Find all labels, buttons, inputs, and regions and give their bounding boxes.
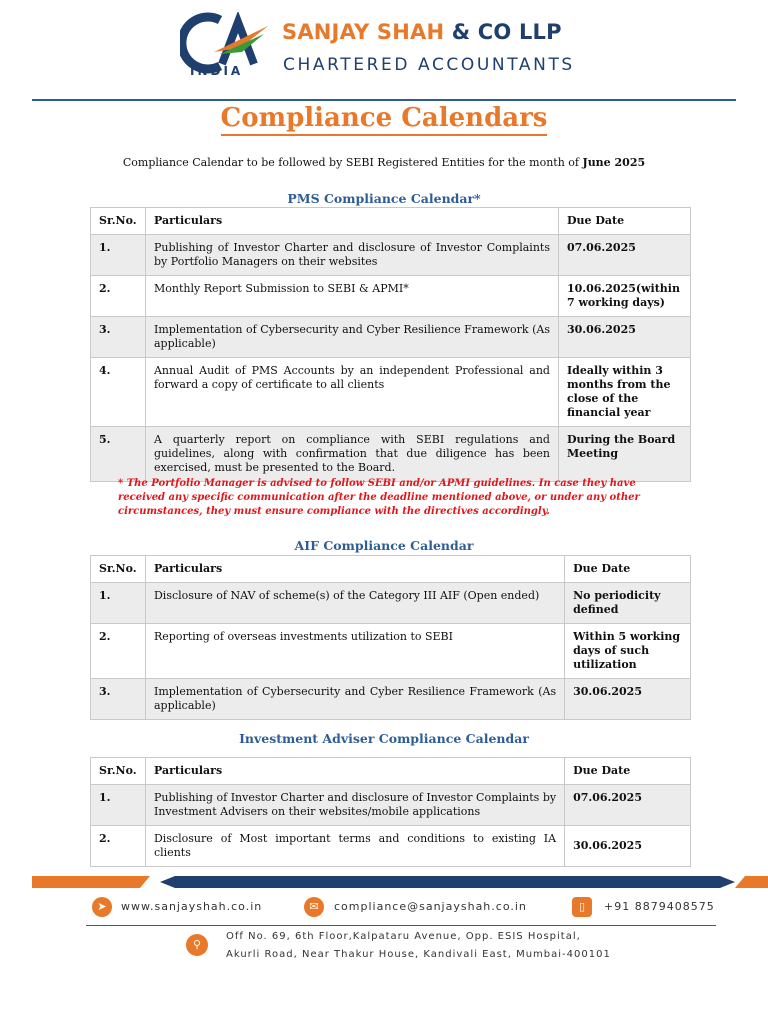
footer-email[interactable]: compliance@sanjayshah.co.in bbox=[334, 900, 527, 913]
table-row bbox=[91, 276, 691, 317]
row-particulars: A quarterly report on compliance with SEBI regulations and guidelines, along with confirmation that due diligence has been exercised, must be presented to the Board. bbox=[145, 427, 558, 482]
table-header-row bbox=[91, 208, 691, 235]
col-header-srno: Sr.No. bbox=[91, 208, 146, 235]
intro-text bbox=[0, 156, 768, 169]
pms-footnote: * The Portfolio Manager is advised to follow SEBI and/or APMI guidelines. In case they have received any specific communication after the deadline mentioned above, or under any other circumstances, they must ensure compliance with the directives accordingly. bbox=[118, 478, 640, 517]
row-srno: 2. bbox=[91, 624, 146, 679]
row-particulars: Annual Audit of PMS Accounts by an independent Professional and forward a copy of certificate to all clients bbox=[145, 358, 558, 427]
row-srno: 4. bbox=[91, 358, 146, 427]
row-particulars: Monthly Report Submission to SEBI & APMI* bbox=[145, 276, 558, 317]
table-header-row bbox=[91, 758, 691, 785]
row-due-date: Ideally within 3 months from the close of the financial year bbox=[558, 358, 690, 427]
table-row bbox=[91, 679, 691, 720]
col-header-particulars: Particulars bbox=[145, 208, 558, 235]
table-row bbox=[91, 583, 691, 624]
aif-table bbox=[90, 555, 691, 720]
row-due-date: 30.06.2025 bbox=[565, 826, 691, 867]
header-divider bbox=[32, 99, 736, 101]
intro-month: June 2025 bbox=[582, 156, 646, 169]
ia-table bbox=[90, 757, 691, 867]
letterhead bbox=[0, 0, 768, 100]
footer-address-line2: Akurli Road, Near Thakur House, Kandivali East, Mumbai-400101 bbox=[226, 949, 611, 960]
table-row bbox=[91, 785, 691, 826]
row-srno: 3. bbox=[91, 317, 146, 358]
row-particulars: Disclosure of Most important terms and conditions to existing IA clients bbox=[145, 826, 564, 867]
col-header-particulars: Particulars bbox=[145, 556, 564, 583]
row-srno: 3. bbox=[91, 679, 146, 720]
footer-website[interactable]: www.sanjayshah.co.in bbox=[121, 900, 263, 913]
col-header-due-date: Due Date bbox=[558, 208, 690, 235]
col-header-srno: Sr.No. bbox=[91, 758, 146, 785]
col-header-srno: Sr.No. bbox=[91, 556, 146, 583]
aif-section-title: AIF Compliance Calendar bbox=[294, 538, 474, 553]
row-due-date: 07.06.2025 bbox=[558, 235, 690, 276]
footer-divider bbox=[86, 925, 716, 926]
footer-address-line1: Off No. 69, 6th Floor,Kalpataru Avenue, Opp. ESIS Hospital, bbox=[226, 931, 581, 942]
table-row bbox=[91, 317, 691, 358]
table-header-row bbox=[91, 556, 691, 583]
table-row bbox=[91, 358, 691, 427]
document-title-text: Compliance Calendars bbox=[221, 103, 548, 136]
row-particulars: Disclosure of NAV of scheme(s) of the Category III AIF (Open ended) bbox=[145, 583, 564, 624]
location-arrow-icon: ➤ bbox=[92, 897, 112, 917]
footer-phone[interactable]: +91 8879408575 bbox=[604, 900, 715, 913]
logo-india-text: INDIA bbox=[190, 64, 244, 78]
firm-name-suffix: & CO LLP bbox=[451, 20, 562, 44]
row-due-date: 30.06.2025 bbox=[565, 679, 691, 720]
row-srno: 1. bbox=[91, 235, 146, 276]
document-title bbox=[0, 103, 768, 133]
mobile-phone-icon: ▯ bbox=[572, 897, 592, 917]
row-particulars: Implementation of Cybersecurity and Cyber Resilience Framework (As applicable) bbox=[145, 317, 558, 358]
row-due-date: 10.06.2025(within 7 working days) bbox=[558, 276, 690, 317]
col-header-due-date: Due Date bbox=[565, 556, 691, 583]
firm-subtitle: CHARTERED ACCOUNTANTS bbox=[283, 55, 575, 75]
row-srno: 1. bbox=[91, 785, 146, 826]
row-particulars: Reporting of overseas investments utilization to SEBI bbox=[145, 624, 564, 679]
table-row bbox=[91, 235, 691, 276]
firm-name bbox=[282, 20, 562, 44]
pms-table bbox=[90, 207, 691, 482]
row-srno: 2. bbox=[91, 276, 146, 317]
table-row bbox=[91, 624, 691, 679]
letterhead-footer bbox=[0, 870, 768, 1024]
row-due-date: 30.06.2025 bbox=[558, 317, 690, 358]
mail-icon: ✉ bbox=[304, 897, 324, 917]
table-row bbox=[91, 826, 691, 867]
table-row bbox=[91, 427, 691, 482]
row-due-date: No periodicity defined bbox=[565, 583, 691, 624]
row-srno: 5. bbox=[91, 427, 146, 482]
row-due-date: During the Board Meeting bbox=[558, 427, 690, 482]
row-due-date: 07.06.2025 bbox=[565, 785, 691, 826]
col-header-due-date: Due Date bbox=[565, 758, 691, 785]
firm-name-main: SANJAY SHAH bbox=[282, 20, 452, 44]
row-particulars: Publishing of Investor Charter and disclosure of Investor Complaints by Investment Advisers on their websites/mobile applications bbox=[145, 785, 564, 826]
intro-sentence: Compliance Calendar to be followed by SEBI Registered Entities for the month of bbox=[122, 156, 583, 169]
row-particulars: Publishing of Investor Charter and disclosure of Investor Complaints by Portfolio Managers on their websites bbox=[145, 235, 558, 276]
row-due-date: Within 5 working days of such utilization bbox=[565, 624, 691, 679]
footer-decorative-bars bbox=[0, 876, 768, 888]
pms-section-title: PMS Compliance Calendar* bbox=[287, 191, 481, 206]
col-header-particulars: Particulars bbox=[145, 758, 564, 785]
row-srno: 2. bbox=[91, 826, 146, 867]
map-pin-icon: ⚲ bbox=[186, 934, 208, 956]
ia-section-title: Investment Adviser Compliance Calendar bbox=[239, 731, 529, 746]
row-particulars: Implementation of Cybersecurity and Cyber Resilience Framework (As applicable) bbox=[145, 679, 564, 720]
row-srno: 1. bbox=[91, 583, 146, 624]
